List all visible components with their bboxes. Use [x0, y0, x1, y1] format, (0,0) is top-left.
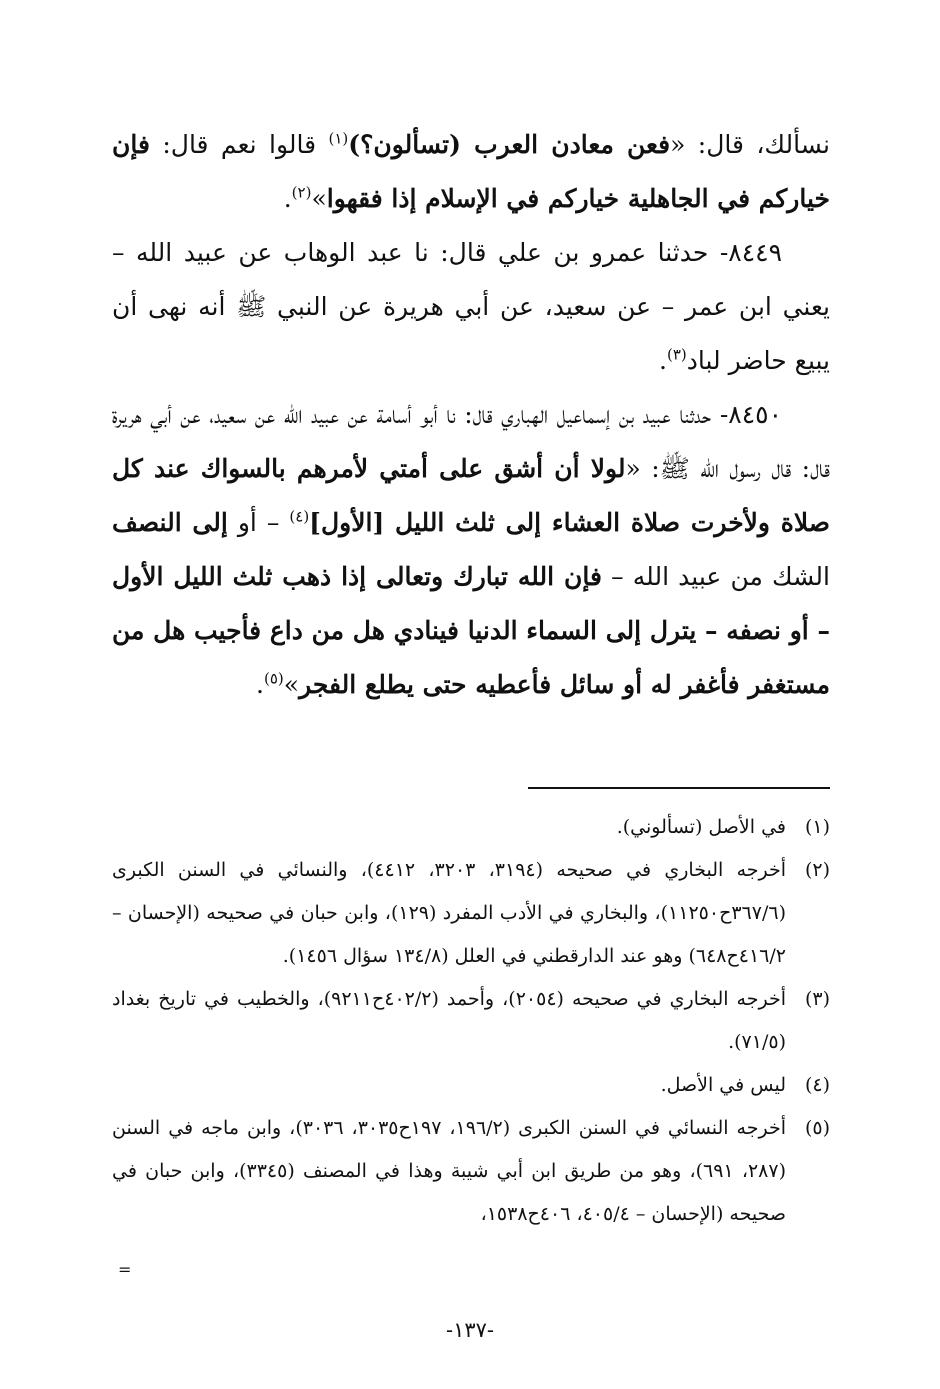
footnote-1 — [112, 806, 830, 849]
footnote-3 — [112, 978, 830, 1064]
bold-quote: فإن خياركم في الجاهلية خياركم في الإسلام إذا فقهوا — [112, 130, 830, 213]
footnote-text: أخرجه النسائي في السنن الكبرى (١٩٦/٢، ١٩٧ح٣٠٣٥، ٣٠٣٦)، وابن ماجه في السنن (٢٨٧، ٦٩١)، وهو من طريق ابن أبي شيبة وهذا في المصنف (٣٣٤٥)، وابن حبان في صحيحه (الإحسان – ٤٠٥/٤، ٤٠٦ح١٥٣٨، — [112, 1117, 787, 1225]
footnote-ref-2[interactable]: (٢) — [291, 183, 312, 202]
footnote-ref-1[interactable]: (١) — [328, 129, 349, 148]
footnote-text: أخرجه البخاري في صحيحه (٢٠٥٤)، وأحمد (٤٠٢/٢ح٩٢١١)، والخطيب في تاريخ بغداد (٧١/٥). — [112, 988, 787, 1053]
text-run: ٨٤٥٠- حدثنا عبيد بن إسماعيل الهباري قال: نا أبو أسامة عن عبيد الله عن سعيد، عن أبي هريرة قال: قال رسول الله ﷺ: « — [112, 400, 830, 483]
text-run: » — [283, 670, 300, 699]
hadith-8450 — [112, 388, 830, 712]
footnote-2 — [112, 849, 830, 978]
footnote-number: (٤) — [804, 1074, 830, 1096]
footnote-number: (٢) — [804, 859, 830, 881]
footnote-text: في الأصل (تسألوني). — [616, 816, 786, 838]
footnote-number: (٥) — [804, 1117, 830, 1139]
text-run: » — [311, 184, 327, 213]
text-run: – أو — [227, 508, 290, 537]
footnote-ref-3[interactable]: (٣) — [666, 345, 687, 364]
footnote-5 — [112, 1107, 830, 1236]
text-run: قالوا نعم قال: — [149, 130, 329, 159]
footnote-4 — [112, 1064, 830, 1107]
footnote-number: (١) — [804, 816, 830, 838]
bold-quote: إلى النصف — [112, 508, 228, 537]
text-run: . — [659, 346, 667, 375]
continuation-mark: = — [118, 1260, 132, 1279]
paragraph-1 — [112, 118, 830, 226]
footnote-number: (٣) — [804, 988, 830, 1010]
footnote-text: أخرجه البخاري في صحيحه (٣١٩٤، ٣٢٠٣، ٤٤١٢)، والنسائي في السنن الكبرى (٣٦٧/٦ح١١٢٥٠)، والبخاري في الأدب المفرد (١٢٩)، وابن حبان في صحيحه (الإحسان – ٤١٦/٢ح٦٤٨) وهو عند الدارقطني في العلل (١٣٤/٨ سؤال ١٤٥٦). — [112, 859, 787, 967]
footnote-ref-5[interactable]: (٥) — [264, 669, 284, 688]
text-run: . — [283, 184, 292, 213]
footnotes — [112, 806, 830, 1236]
page-number: -١٣٧- — [445, 1318, 495, 1342]
bold-quote: فعن معادن العرب (تسألون؟) — [348, 130, 671, 159]
footnote-ref-4[interactable]: (٤) — [289, 507, 310, 526]
bold-quote: فإن الله تبارك وتعالى إذا ذهب ثلث الليل الأول – أو نصفه – يترل إلى السماء الدنيا فينادي هل من داع فأجيب هل من مستغفر فأغفر له أو سائل فأعطيه حتى يطلع الفجر — [112, 562, 830, 699]
bold-quote: لولا أن أشق على أمتي لأمرهم بالسواك عند كل صلاة ولأخرت صلاة العشاء إلى ثلث الليل [الأول] — [112, 454, 831, 537]
text-run: الشك من عبيد الله – — [601, 562, 830, 591]
text-run: نسألك، قال: « — [670, 130, 830, 159]
hadith-8449 — [112, 226, 830, 388]
text-run: ٨٤٤٩- حدثنا عمرو بن علي قال: نا عبد الوهاب عن عبيد الله – يعني ابن عمر – عن سعيد، عن أبي هريرة عن النبي ﷺ أنه نهى أن يبيع حاضر لباد — [112, 238, 830, 375]
footnote-separator — [528, 787, 830, 789]
main-text — [112, 118, 830, 712]
footnote-text: ليس في الأصل. — [660, 1074, 786, 1096]
text-run: . — [256, 670, 264, 699]
